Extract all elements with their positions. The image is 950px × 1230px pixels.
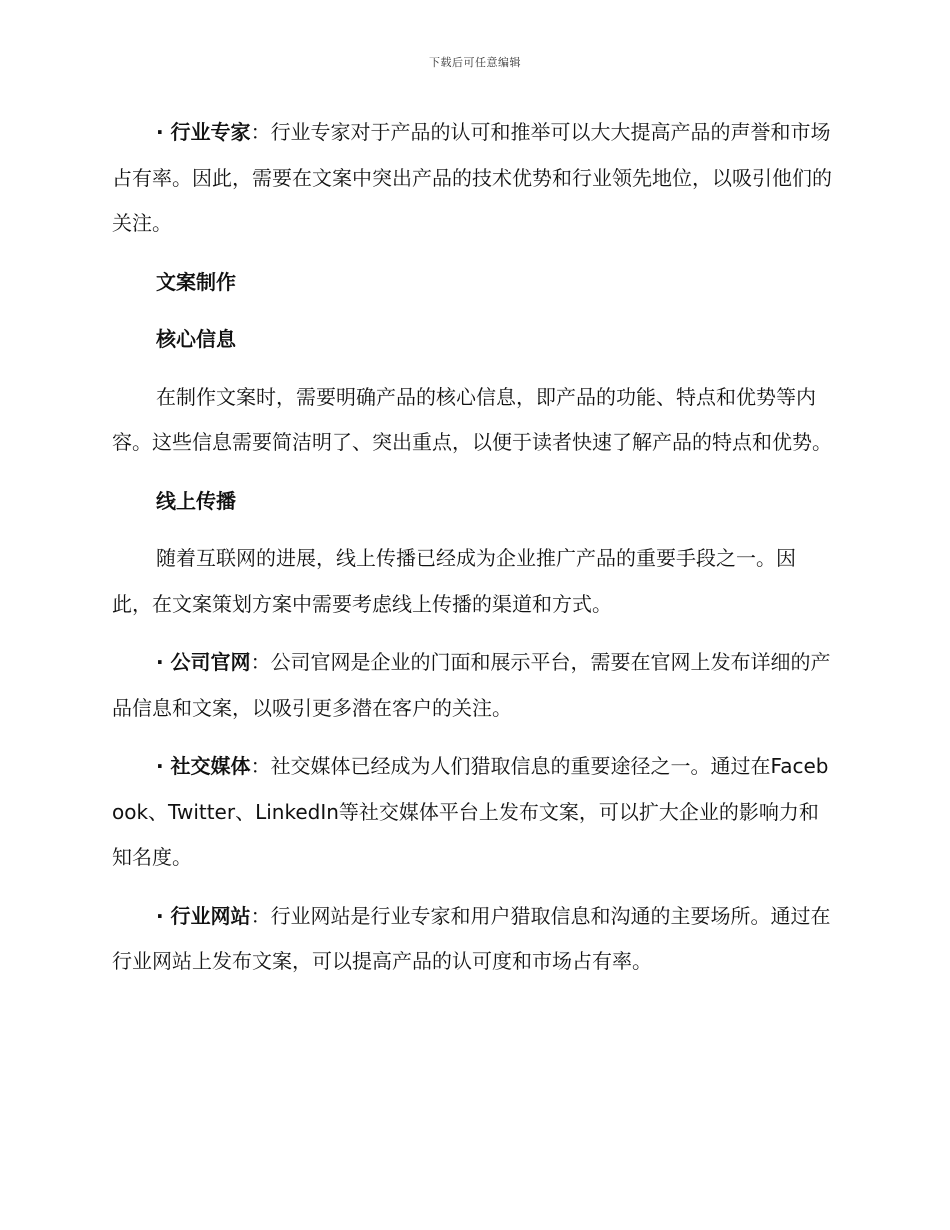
bullet-text: 行业网站是行业专家和用户猎取信息和沟通的主要场所。通过在行业网站上发布文案，可以提高产品的认可度和市场占有率。 — [112, 903, 831, 973]
bullet-separator: ： — [250, 754, 271, 778]
bullet-social-media — [112, 744, 834, 881]
bullet-text: 行业专家对于产品的认可和推举可以大大提高产品的声誉和市场占有率。因此，需要在文案中突出产品的技术优势和行业领先地位，以吸引他们的关注。 — [112, 120, 832, 235]
paragraph-core-info: 在制作文案时，需要明确产品的核心信息，即产品的功能、特点和优势等内容。这些信息需要简洁明了、突出重点，以便于读者快速了解产品的特点和优势。 — [112, 384, 832, 454]
bullet-label: · 公司官网 — [156, 650, 251, 674]
bullet-company-website — [112, 640, 834, 731]
bullet-label: · 行业专家 — [156, 120, 251, 144]
paragraph-online-spread: 随着互联网的进展，线上传播已经成为企业推广产品的重要手段之一。因此，在文案策划方案中需要考虑线上传播的渠道和方式。 — [112, 546, 796, 616]
bullet-separator: ： — [250, 120, 271, 144]
section-heading-copywriting: 文案制作 — [156, 269, 236, 294]
document-body — [112, 110, 834, 998]
bullet-separator: ： — [250, 650, 271, 674]
bullet-label: · 社交媒体 — [156, 754, 251, 778]
bullet-industry-websites — [112, 894, 834, 985]
bullet-text: 社交媒体已经成为人们猎取信息的重要途径之一。通过在Facebook、Twitter、LinkedIn等社交媒体平台上发布文案，可以扩大企业的影响力和知名度。 — [112, 754, 829, 869]
bullet-label: · 行业网站 — [156, 903, 251, 928]
bullet-industry-experts — [112, 110, 834, 247]
section-heading-online-spread: 线上传播 — [156, 488, 236, 513]
bullet-separator: ： — [250, 903, 271, 928]
bullet-text: 公司官网是企业的门面和展示平台，需要在官网上发布详细的产品信息和文案，以吸引更多潜在客户的关注。 — [112, 650, 831, 720]
section-heading-core-info: 核心信息 — [156, 327, 236, 351]
page-header-note: 下载后可任意编辑 — [429, 56, 521, 69]
